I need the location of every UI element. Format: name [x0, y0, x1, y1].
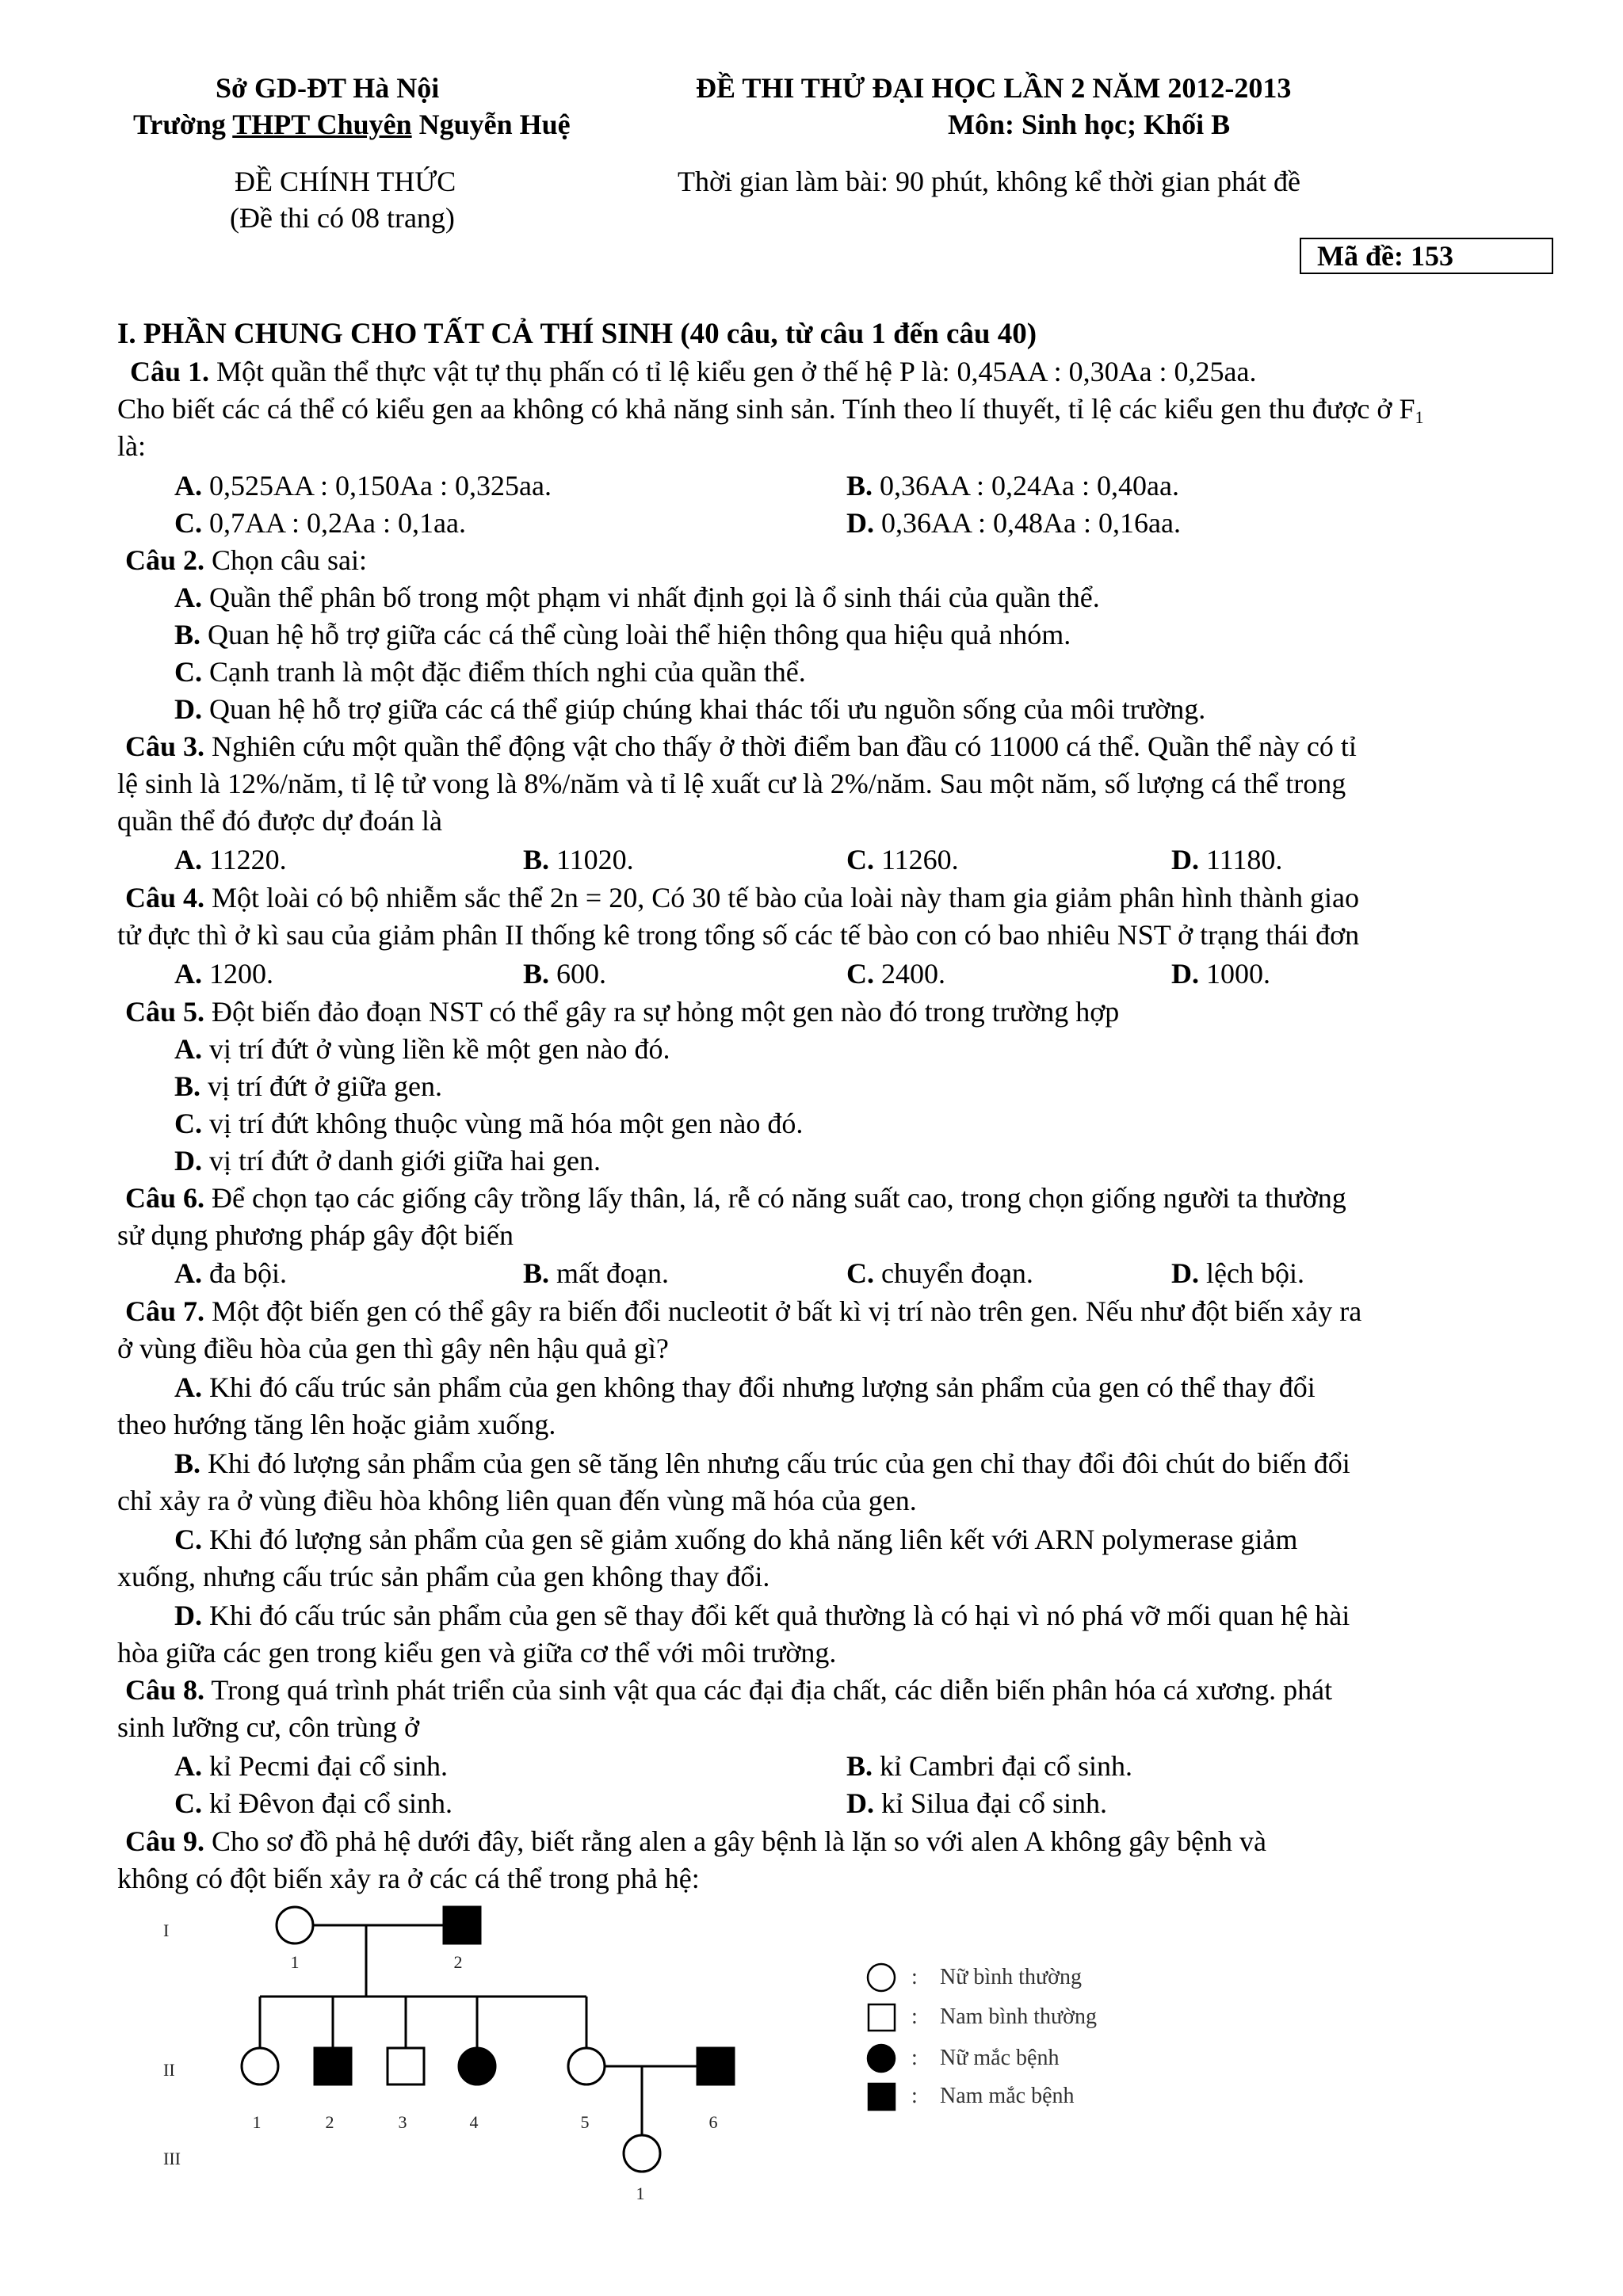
option-key: C. [174, 1787, 202, 1819]
answer-option[interactable] [846, 955, 945, 993]
question-label: Câu 2. [125, 544, 205, 576]
answer-option[interactable] [846, 841, 959, 879]
answer-option[interactable] [174, 1142, 601, 1180]
option-text: 11020. [549, 844, 634, 875]
answer-option[interactable] [174, 1105, 803, 1142]
female-normal-symbol [624, 2135, 660, 2172]
option-text: 11220. [202, 844, 287, 875]
option-key: B. [174, 1447, 201, 1479]
option-key: A. [174, 1257, 202, 1289]
pages-note: (Đề thi có 08 trang) [230, 202, 455, 234]
answer-option[interactable] [174, 1597, 1350, 1634]
answer-option[interactable] [174, 1521, 1297, 1558]
question-text-line: sử dụng phương pháp gây đột biến [117, 1219, 514, 1251]
individual-number: 2 [325, 2112, 334, 2132]
question-5 [125, 994, 1119, 1031]
question-text: Một loài có bộ nhiễm sắc thể 2n = 20, Có 30 tế bào của loài này tham gia giảm phân hình thành giao [204, 882, 1360, 913]
male-affected-symbol [444, 1907, 480, 1943]
individual-number: 2 [453, 1952, 463, 1972]
option-key: D. [1171, 844, 1199, 875]
answer-option[interactable] [846, 1748, 1132, 1785]
answer-option[interactable] [1171, 955, 1270, 993]
option-key: D. [174, 1145, 202, 1177]
question-text-line: không có đột biến xảy ra ở các cá thể trong phả hệ: [117, 1863, 700, 1894]
option-text: 11260. [874, 844, 959, 875]
question-9 [125, 1823, 1266, 1860]
answer-option[interactable] [1171, 841, 1282, 879]
legend-label: Nữ bình thường [940, 1965, 1082, 1989]
legend-label: Nam mắc bệnh [940, 2084, 1075, 2108]
answer-option[interactable] [523, 955, 606, 993]
answer-option[interactable] [174, 1748, 448, 1785]
female-normal-symbol [568, 2048, 605, 2084]
question-3 [125, 728, 1357, 765]
answer-option[interactable] [174, 1068, 442, 1105]
option-key: B. [846, 1750, 873, 1782]
option-text: 11180. [1199, 844, 1283, 875]
option-key: A. [174, 470, 202, 502]
answer-option[interactable] [846, 1785, 1107, 1822]
subscript: 1 [1415, 407, 1424, 427]
individual-number: 1 [636, 2183, 645, 2203]
question-6 [125, 1180, 1346, 1217]
legend-separator: : [911, 1965, 918, 1989]
question-text: Một quần thể thực vật tự thụ phấn có tỉ lệ kiểu gen ở thế hệ P là: 0,45AA : 0,30Aa : 0,25aa. [209, 356, 1257, 387]
time-note: Thời gian làm bài: 90 phút, không kể thời gian phát đề [678, 166, 1300, 197]
option-key: D. [846, 1787, 874, 1819]
question-text: Cho biết các cá thể có kiểu gen aa không có khả năng sinh sản. Tính theo lí thuyết, tỉ lệ các kiểu gen thu được ở F [117, 393, 1415, 425]
answer-option[interactable] [174, 579, 1100, 616]
answer-option[interactable] [174, 1445, 1350, 1482]
generation-label: I [163, 1920, 170, 1940]
question-4 [125, 879, 1359, 917]
option-key: A. [174, 958, 202, 990]
school-name [133, 106, 571, 143]
male-affected-symbol [315, 2048, 351, 2084]
option-key: A. [174, 1033, 202, 1065]
dept-name: Sở GD-ĐT Hà Nội [216, 72, 440, 104]
answer-option[interactable] [174, 841, 287, 879]
option-text: 1200. [202, 958, 273, 990]
male-normal-symbol [388, 2048, 424, 2084]
option-text: vị trí đứt ở giữa gen. [200, 1070, 443, 1102]
option-text: 0,36AA : 0,24Aa : 0,40aa. [873, 470, 1179, 502]
option-text: kỉ Cambri đại cổ sinh. [873, 1750, 1132, 1782]
legend-separator: : [911, 2084, 918, 2108]
option-text: Quần thể phân bố trong một phạm vi nhất định gọi là ổ sinh thái của quần thể. [202, 582, 1100, 613]
question-2 [125, 542, 367, 579]
official-label: ĐỀ CHÍNH THỨC [235, 166, 456, 197]
question-text: Để chọn tạo các giống cây trồng lấy thân, lá, rễ có năng suất cao, trong chọn giống người ta thường [204, 1182, 1346, 1214]
question-text: Một đột biến gen có thể gây ra biến đổi nucleotit ở bất kì vị trí nào trên gen. Nếu như đột biến xảy ra [204, 1295, 1362, 1327]
individual-number: 4 [469, 2112, 479, 2132]
answer-option[interactable] [174, 616, 1071, 654]
option-key: A. [174, 1371, 202, 1403]
option-text: Khi đó lượng sản phẩm của gen sẽ giảm xuống do khả năng liên kết với ARN polymerase giảm [202, 1524, 1298, 1555]
section-title: I. PHẦN CHUNG CHO TẤT CẢ THÍ SINH (40 câu, từ câu 1 đến câu 40) [117, 318, 1037, 350]
school-underlined: THPT Chuyên [232, 109, 412, 140]
question-label: Câu 6. [125, 1182, 205, 1214]
question-7 [125, 1293, 1361, 1330]
answer-option[interactable] [846, 467, 1179, 505]
individual-number: 3 [398, 2112, 407, 2132]
option-text: Khi đó lượng sản phẩm của gen sẽ tăng lên nhưng cấu trúc của gen chỉ thay đổi đôi chút do biến đổi [200, 1447, 1350, 1479]
question-label: Câu 4. [125, 882, 205, 913]
option-key: B. [523, 958, 550, 990]
option-text: Cạnh tranh là một đặc điểm thích nghi của quần thể. [202, 656, 806, 688]
option-key: D. [1171, 1257, 1199, 1289]
option-key: C. [846, 1257, 874, 1289]
question-label: Câu 8. [125, 1674, 205, 1706]
question-label: Câu 1. [130, 356, 210, 387]
answer-option[interactable] [846, 1255, 1033, 1292]
question-label: Câu 3. [125, 730, 205, 762]
question-text-line: sinh lưỡng cư, côn trùng ở [117, 1711, 420, 1743]
question-text: Trong quá trình phát triển của sinh vật qua các đại địa chất, các diễn biến phân hóa cá xương. phát [204, 1674, 1333, 1706]
exam-code: Mã đề: 153 [1317, 240, 1453, 272]
question-text: Cho sơ đồ phả hệ dưới đây, biết rằng alen a gây bệnh là lặn so với alen A không gây bệnh và [204, 1825, 1267, 1857]
male-affected-symbol [697, 2048, 734, 2084]
option-text: vị trí đứt không thuộc vùng mã hóa một gen nào đó. [202, 1108, 804, 1139]
answer-option[interactable] [174, 467, 552, 505]
female-normal-symbol [242, 2048, 278, 2084]
exam-subject: Môn: Sinh học; Khối B [948, 109, 1231, 140]
option-text: kỉ Silua đại cổ sinh. [874, 1787, 1107, 1819]
legend-open-circle-icon [868, 1964, 895, 1991]
exam-title: ĐỀ THI THỬ ĐẠI HỌC LẦN 2 NĂM 2012-2013 [696, 72, 1292, 104]
question-text-line: quần thể đó được dự đoán là [117, 805, 442, 837]
option-text: 0,7AA : 0,2Aa : 0,1aa. [202, 507, 466, 539]
individual-number: 5 [580, 2112, 590, 2132]
answer-option[interactable] [174, 1031, 670, 1068]
option-key: D. [174, 1600, 202, 1631]
option-key: C. [174, 1108, 202, 1139]
legend-filled-circle-icon [868, 2045, 895, 2072]
option-key: C. [174, 507, 202, 539]
school-prefix: Trường [133, 109, 233, 140]
question-text-line [117, 391, 1423, 428]
legend-separator: : [911, 2046, 918, 2070]
answer-option[interactable] [174, 1255, 287, 1292]
option-text: 0,36AA : 0,48Aa : 0,16aa. [874, 507, 1181, 539]
individual-number: 6 [708, 2112, 718, 2132]
option-text: 600. [549, 958, 607, 990]
generation-label: III [163, 2149, 181, 2168]
question-label: Câu 9. [125, 1825, 205, 1857]
answer-option[interactable] [174, 1785, 453, 1822]
option-key: B. [523, 844, 550, 875]
option-text: kỉ Đêvon đại cổ sinh. [202, 1787, 453, 1819]
pedigree-diagram [0, 1884, 1623, 2296]
option-key: B. [523, 1257, 550, 1289]
option-text: 0,525AA : 0,150Aa : 0,325aa. [202, 470, 552, 502]
answer-option[interactable] [174, 955, 273, 993]
option-text: mất đoạn. [549, 1257, 669, 1289]
option-text: chuyển đoạn. [874, 1257, 1033, 1289]
legend-separator: : [911, 2004, 918, 2029]
answer-option[interactable] [523, 841, 634, 879]
question-8 [125, 1672, 1332, 1709]
option-text: Khi đó cấu trúc sản phẩm của gen không thay đổi nhưng lượng sản phẩm của gen có thể thay đổi [202, 1371, 1316, 1403]
question-text: Chọn câu sai: [204, 544, 367, 576]
individual-number: 1 [252, 2112, 262, 2132]
option-continuation: hòa giữa các gen trong kiểu gen và giữa cơ thể với môi trường. [117, 1637, 837, 1669]
legend-open-square-icon [869, 2004, 895, 2031]
option-continuation: theo hướng tăng lên hoặc giảm xuống. [117, 1409, 556, 1440]
legend-label: Nữ mắc bệnh [940, 2046, 1060, 2070]
option-key: D. [1171, 958, 1199, 990]
answer-option[interactable] [174, 505, 466, 542]
option-continuation: chỉ xảy ra ở vùng điều hòa không liên quan đến vùng mã hóa của gen. [117, 1485, 917, 1516]
question-text-line: tử đực thì ở kì sau của giảm phân II thống kê trong tổng số các tế bào con có bao nhiêu NST ở trạng thái đơn [117, 919, 1360, 951]
option-key: A. [174, 582, 202, 613]
school-suffix: Nguyễn Huệ [411, 109, 571, 140]
legend-label: Nam bình thường [940, 2004, 1097, 2029]
option-key: C. [174, 656, 202, 688]
question-text: Nghiên cứu một quần thể động vật cho thấy ở thời điểm ban đầu có 11000 cá thể. Quần thể này có tỉ [204, 730, 1357, 762]
question-text-line: ở vùng điều hòa của gen thì gây nên hậu quả gì? [117, 1333, 669, 1364]
answer-option[interactable] [174, 1369, 1316, 1406]
female-affected-symbol [459, 2048, 495, 2084]
option-key: B. [174, 1070, 201, 1102]
option-text: Quan hệ hỗ trợ giữa các cá thể giúp chúng khai thác tối ưu nguồn sống của môi trường. [202, 693, 1206, 725]
option-key: C. [846, 844, 874, 875]
option-text: kỉ Pecmi đại cổ sinh. [202, 1750, 448, 1782]
legend-filled-square-icon [869, 2084, 895, 2110]
answer-option[interactable] [846, 505, 1181, 542]
generation-label: II [163, 2060, 175, 2080]
option-text: Quan hệ hỗ trợ giữa các cá thể cùng loài thể hiện thông qua hiệu quả nhóm. [200, 619, 1071, 650]
option-text: đa bội. [202, 1257, 287, 1289]
option-key: A. [174, 844, 202, 875]
option-key: D. [174, 693, 202, 725]
option-text: 1000. [1199, 958, 1270, 990]
exam-code-box [1300, 238, 1553, 274]
female-normal-symbol [277, 1907, 313, 1943]
option-key: A. [174, 1750, 202, 1782]
question-text: Đột biến đảo đoạn NST có thể gây ra sự hỏng một gen nào đó trong trường hợp [204, 996, 1120, 1028]
question-label: Câu 7. [125, 1295, 205, 1327]
option-text: vị trí đứt ở vùng liền kề một gen nào đó. [202, 1033, 670, 1065]
option-key: B. [846, 470, 873, 502]
option-text: vị trí đứt ở danh giới giữa hai gen. [202, 1145, 601, 1177]
option-continuation: xuống, nhưng cấu trúc sản phẩm của gen không thay đổi. [117, 1561, 770, 1592]
option-text: lệch bội. [1199, 1257, 1304, 1289]
individual-number: 1 [290, 1952, 300, 1972]
answer-option[interactable] [523, 1255, 669, 1292]
question-1 [130, 353, 1257, 391]
answer-option[interactable] [1171, 1255, 1304, 1292]
option-text: 2400. [874, 958, 945, 990]
legend [868, 1964, 1097, 2110]
option-text: Khi đó cấu trúc sản phẩm của gen sẽ thay đổi kết quả thường là có hại vì nó phá vỡ mối quan hệ hài [202, 1600, 1350, 1631]
option-key: D. [846, 507, 874, 539]
option-key: B. [174, 619, 201, 650]
answer-option[interactable] [174, 691, 1205, 728]
question-text-line: lệ sinh là 12%/năm, tỉ lệ tử vong là 8%/năm và tỉ lệ xuất cư là 2%/năm. Sau một năm, số lượng cá thể trong [117, 768, 1346, 799]
answer-option[interactable] [174, 654, 806, 691]
question-label: Câu 5. [125, 996, 205, 1028]
question-text-line: là: [117, 430, 146, 462]
option-key: C. [846, 958, 874, 990]
option-key: C. [174, 1524, 202, 1555]
